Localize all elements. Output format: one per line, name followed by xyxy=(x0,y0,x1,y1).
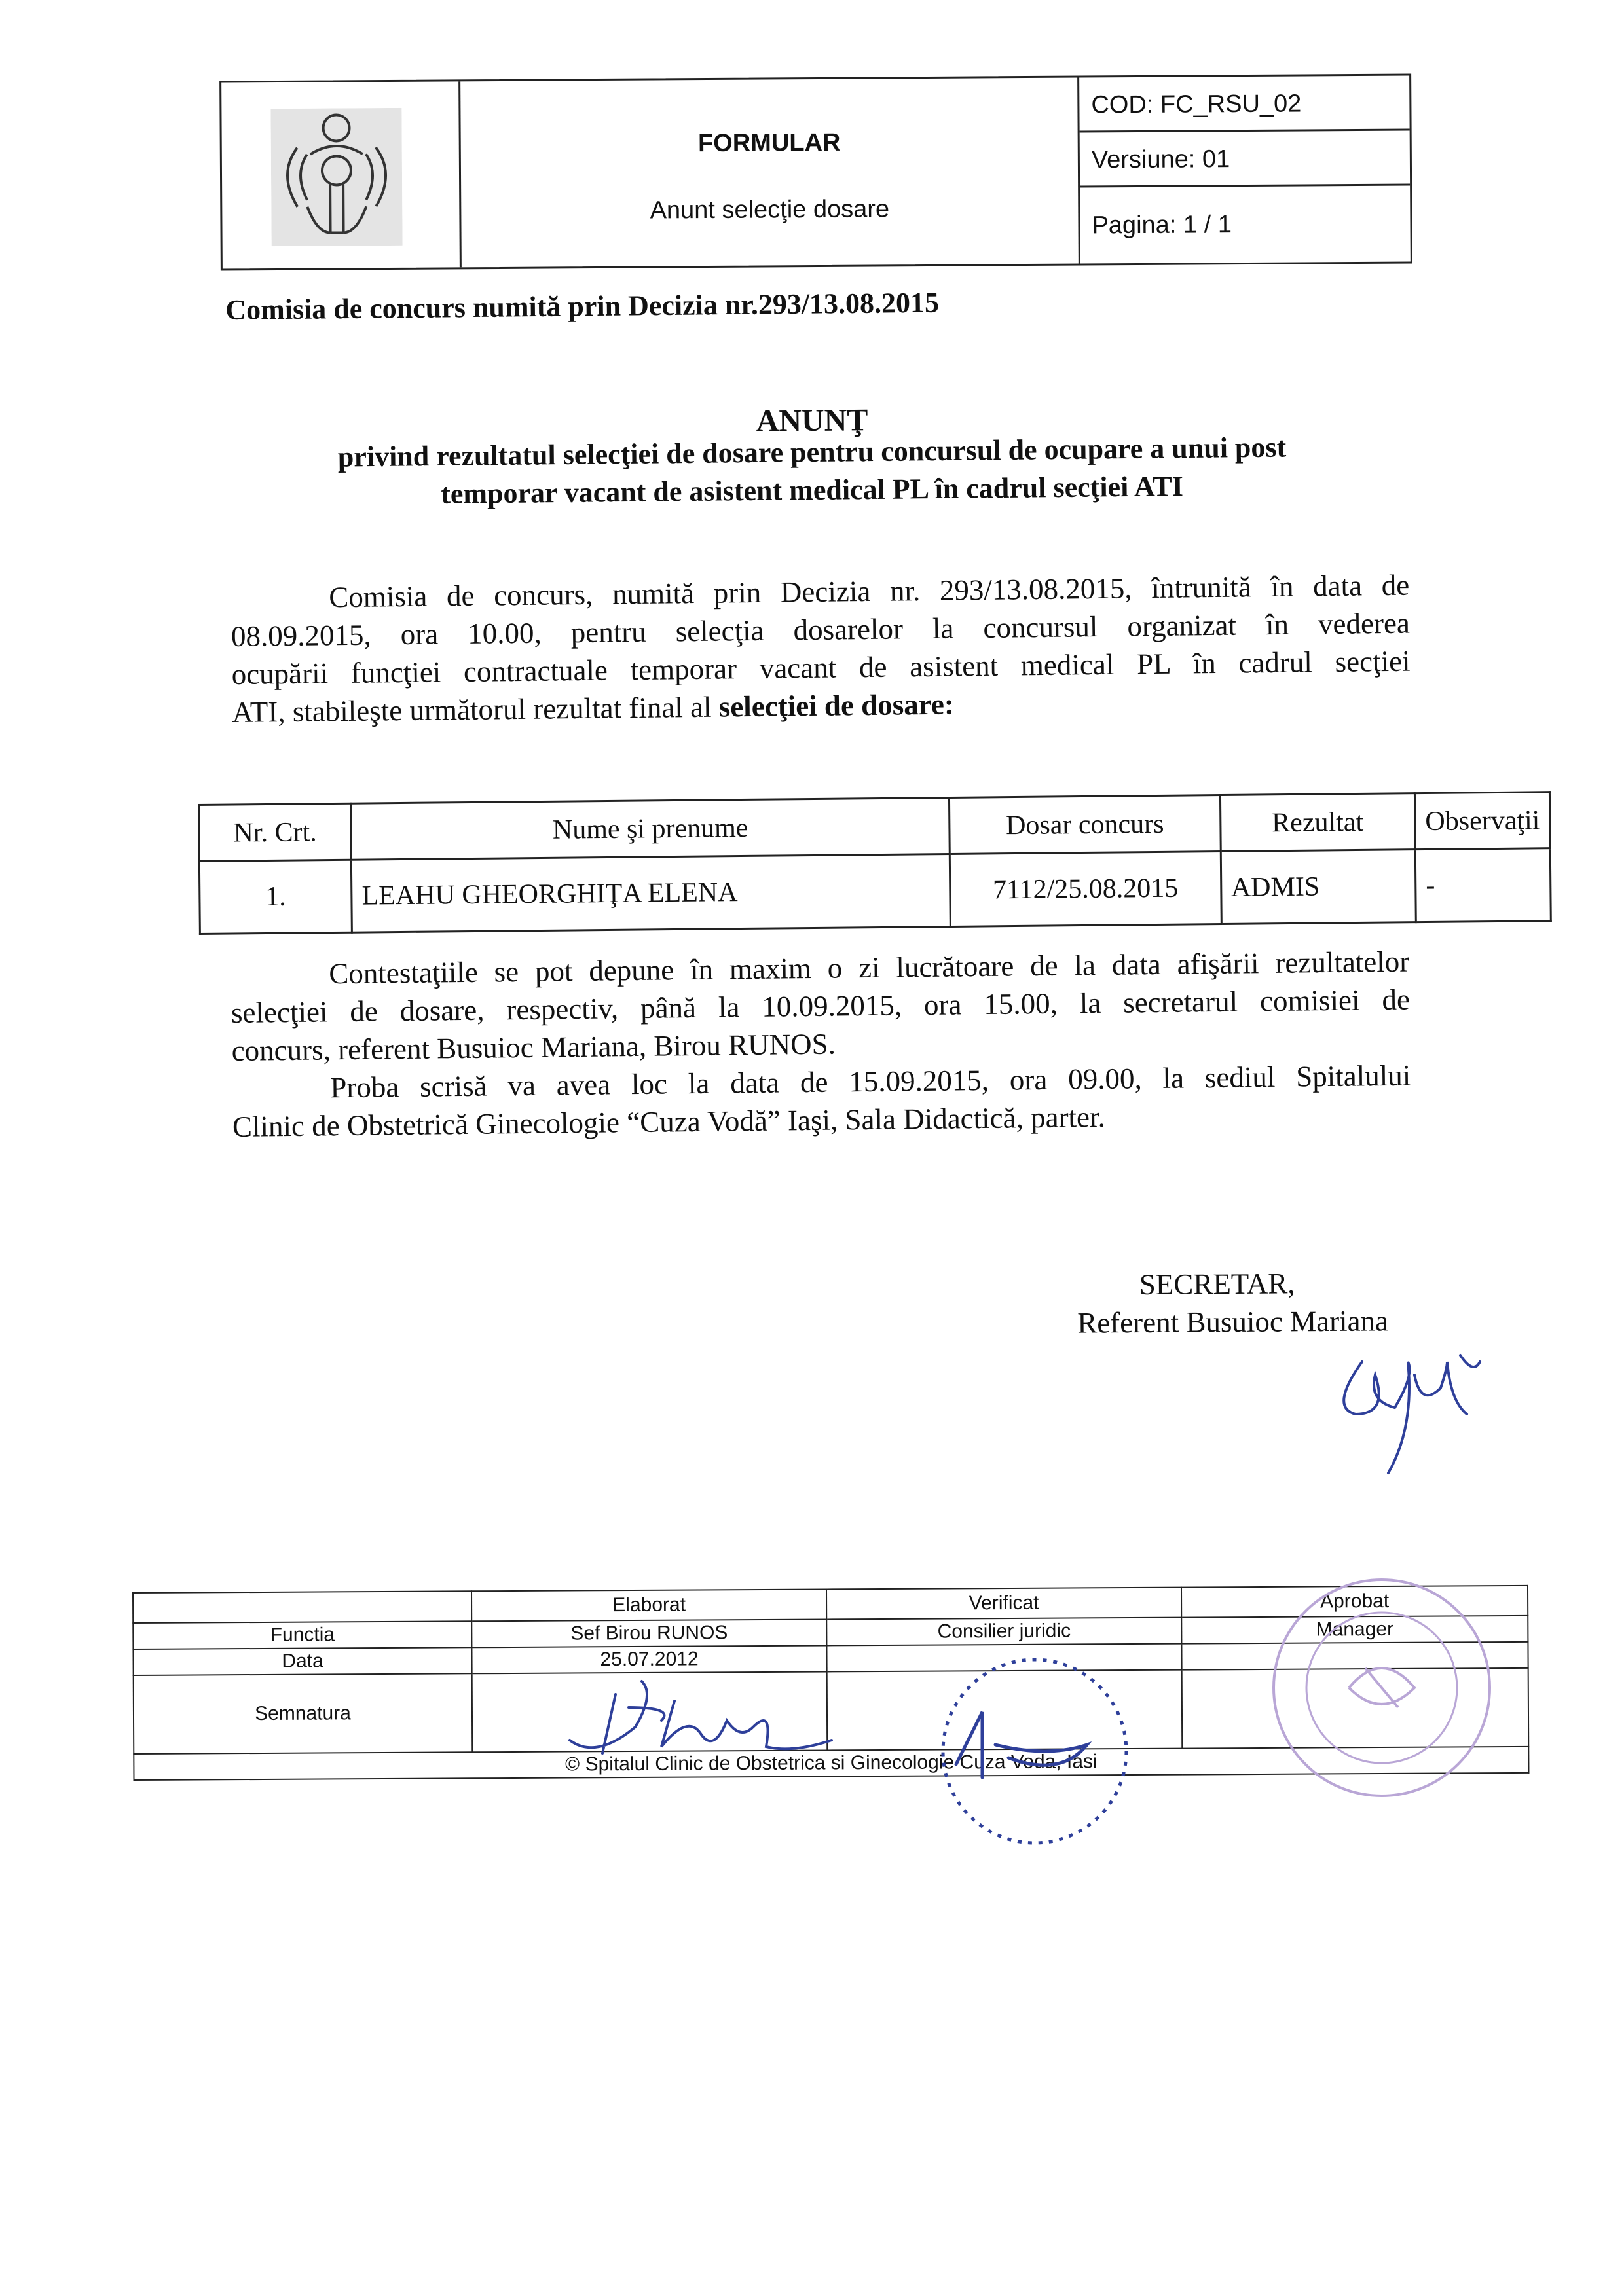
form-page: Pagina: 1 / 1 xyxy=(1092,211,1232,240)
signature-name: Referent Busuioc Mariana xyxy=(1077,1304,1389,1339)
form-subtitle: Anunt selecţie dosare xyxy=(650,195,890,225)
header-nr: Nr. Crt. xyxy=(199,803,352,861)
approval-elaborat: Elaborat xyxy=(471,1589,826,1621)
functia-aprobat: Manager xyxy=(1181,1616,1528,1644)
signature-block xyxy=(1077,1264,1389,1341)
header-observatii: Observaţii xyxy=(1414,792,1550,850)
cell-nr: 1. xyxy=(199,860,352,934)
cell-name: LEAHU GHEORGHIŢA ELENA xyxy=(352,854,951,933)
paragraph-line: ocupării funcţiei contractuale temporar vacant de asistent medical PL în cadrul secţiei xyxy=(231,644,1411,691)
paragraph-line: concurs, referent Busuioc Mariana, Birou RUNOS. xyxy=(231,1027,836,1067)
announcement-heading: ANUNŢ xyxy=(756,403,868,439)
cell-rezultat: ADMIS xyxy=(1221,850,1416,924)
paragraph-line: selecţiei de dosare, respectiv, până la 10.09.2015, ora 15.00, la secretarul comisiei de xyxy=(231,983,1411,1029)
functia-label: Functia xyxy=(133,1621,471,1649)
form-header xyxy=(219,73,1412,270)
form-meta-cell xyxy=(1079,75,1411,263)
hospital-logo-icon xyxy=(270,108,402,246)
copyright-line: © Spitalul Clinic de Obstetrica si Ginecologie Cuza Voda, Iasi xyxy=(134,1747,1528,1780)
cell-observatii: - xyxy=(1415,848,1551,922)
functia-elaborat: Sef Birou RUNOS xyxy=(471,1619,826,1647)
paragraph-line: Contestaţiile se pot depune în maxim o zi lucrătoare de la data afişării rezultatelor xyxy=(329,945,1410,991)
semnatura-label: Semnatura xyxy=(134,1673,473,1754)
announcement-subtitle-2: temporar vacant de asistent medical PL în cadrul secţiei ATI xyxy=(440,470,1184,510)
secretary-signature-icon xyxy=(1316,1336,1486,1480)
elaborat-signature-icon xyxy=(557,1668,838,1766)
paragraph-selection xyxy=(231,566,1411,731)
signature-role: SECRETAR, xyxy=(1139,1267,1295,1301)
approval-verificat: Verificat xyxy=(826,1588,1181,1620)
approval-corner xyxy=(133,1591,471,1623)
results-table xyxy=(198,791,1552,935)
header-rezultat: Rezultat xyxy=(1220,793,1415,852)
header-dosar: Dosar concurs xyxy=(950,795,1221,854)
header-name: Nume şi prenume xyxy=(351,797,950,860)
data-label: Data xyxy=(133,1647,471,1675)
hospital-stamp-icon xyxy=(1257,1570,1506,1806)
functia-verificat: Consilier juridic xyxy=(826,1618,1181,1646)
data-elaborat: 25.07.2012 xyxy=(471,1645,826,1673)
logo-cell xyxy=(221,81,462,268)
cell-dosar: 7112/25.08.2015 xyxy=(950,852,1221,927)
form-title-cell xyxy=(460,78,1080,268)
paragraph-bold-end: selecţiei de dosare: xyxy=(718,687,955,723)
paragraph-line: Clinic de Obstetrică Ginecologie “Cuza Vodă” Iaşi, Sala Didactică, parter. xyxy=(232,1100,1106,1143)
form-code: COD: FC_RSU_02 xyxy=(1079,75,1410,132)
paragraph-line: Proba scrisă va avea loc la data de 15.09.2015, ora 09.00, la sediul Spitalului xyxy=(330,1059,1411,1104)
legal-advisor-stamp-icon xyxy=(917,1647,1153,1863)
paragraph-line: 08.09.2015, ora 10.00, pentru selecţia dosarelor la concursul organizat în vederea xyxy=(231,606,1411,653)
form-title: FORMULAR xyxy=(697,128,841,158)
announcement-subtitle-1: privind rezultatul selecţiei de dosare pentru concursul de ocupare a unui post xyxy=(337,431,1287,473)
paragraph-contestations xyxy=(231,943,1411,1146)
paragraph-line: Comisia de concurs, numită prin Decizia nr. 293/13.08.2015, întrunită în data de xyxy=(329,568,1410,614)
table-row xyxy=(199,848,1551,934)
approval-aprobat: Aprobat xyxy=(1181,1586,1528,1618)
committee-line: Comisia de concurs numită prin Decizia nr.293/13.08.2015 xyxy=(225,286,940,326)
form-version: Versiune: 01 xyxy=(1080,130,1411,187)
paragraph-text: ATI, stabileşte următorul rezultat final al xyxy=(232,690,712,729)
